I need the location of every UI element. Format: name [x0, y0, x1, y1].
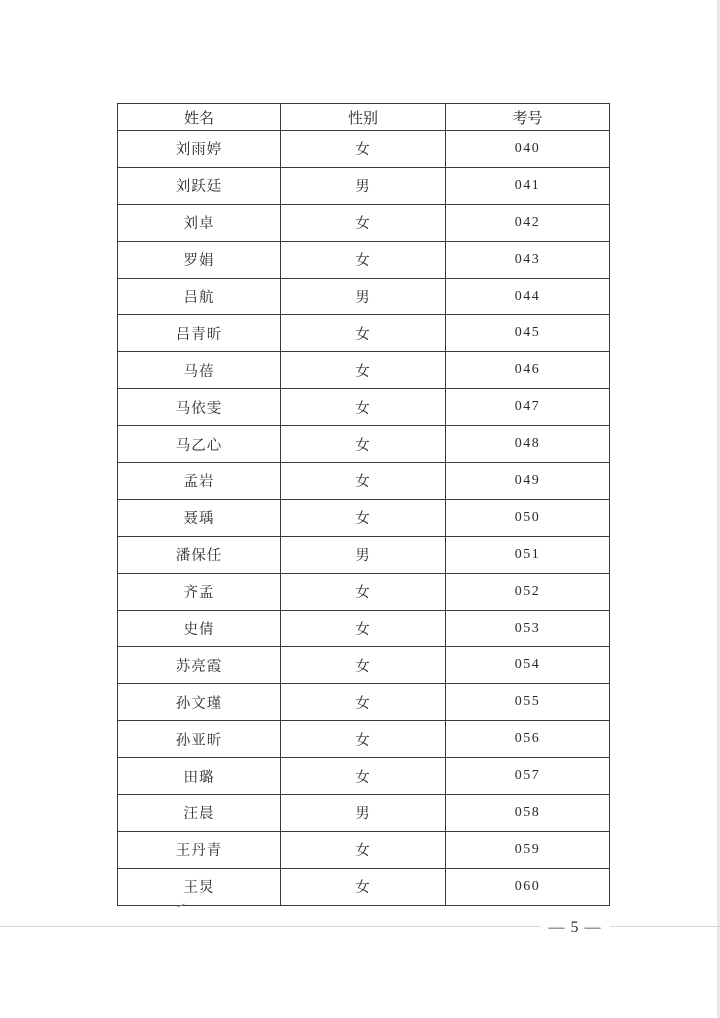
exam-number-cell: 044 — [446, 278, 610, 315]
gender-cell: 女 — [281, 499, 446, 536]
gender-cell: 男 — [281, 167, 446, 204]
exam-number-cell: 050 — [446, 499, 610, 536]
name-cell: 孟岩 — [118, 463, 281, 500]
gender-cell: 男 — [281, 278, 446, 315]
table-row — [118, 241, 610, 278]
exam-number-cell: 040 — [446, 131, 610, 168]
gender-cell: 女 — [281, 721, 446, 758]
exam-number-cell: 049 — [446, 463, 610, 500]
gender-cell: 男 — [281, 795, 446, 832]
name-cell: 刘跃廷 — [118, 167, 281, 204]
name-cell: 聂瑀 — [118, 499, 281, 536]
exam-number-cell: 055 — [446, 684, 610, 721]
table-row — [118, 167, 610, 204]
table-row — [118, 831, 610, 868]
name-cell: 孙文瑾 — [118, 684, 281, 721]
exam-number-cell: 052 — [446, 573, 610, 610]
gender-cell: 女 — [281, 647, 446, 684]
exam-number-cell: 057 — [446, 758, 610, 795]
name-cell: 齐孟 — [118, 573, 281, 610]
gender-cell: 女 — [281, 831, 446, 868]
exam-number-cell: 056 — [446, 721, 610, 758]
name-cell: 苏亮霞 — [118, 647, 281, 684]
name-cell: 刘卓 — [118, 204, 281, 241]
exam-number-cell: 042 — [446, 204, 610, 241]
name-cell: 史倩 — [118, 610, 281, 647]
table-row — [118, 278, 610, 315]
gender-cell: 女 — [281, 315, 446, 352]
table-row — [118, 647, 610, 684]
table-row — [118, 795, 610, 832]
exam-number-cell: 043 — [446, 241, 610, 278]
table-row — [118, 352, 610, 389]
table-row — [118, 758, 610, 795]
table-header-row — [118, 104, 610, 131]
name-cell: 马蓓 — [118, 352, 281, 389]
gender-cell: 女 — [281, 352, 446, 389]
name-cell: 刘雨婷 — [118, 131, 281, 168]
table-row — [118, 610, 610, 647]
table-row — [118, 389, 610, 426]
gender-cell: 男 — [281, 536, 446, 573]
gender-cell: 女 — [281, 758, 446, 795]
gender-cell: 女 — [281, 684, 446, 721]
table-row — [118, 573, 610, 610]
gender-cell: 女 — [281, 426, 446, 463]
gender-cell: 女 — [281, 241, 446, 278]
exam-number-cell: 048 — [446, 426, 610, 463]
table-row — [118, 204, 610, 241]
roster-table — [117, 103, 610, 906]
footer-rule — [0, 926, 720, 927]
exam-number-cell: 059 — [446, 831, 610, 868]
name-cell: 吕青昕 — [118, 315, 281, 352]
gender-cell: 女 — [281, 573, 446, 610]
exam-number-cell: 053 — [446, 610, 610, 647]
name-cell: 田璐 — [118, 758, 281, 795]
table-row — [118, 536, 610, 573]
table-row — [118, 315, 610, 352]
exam-number-cell: 046 — [446, 352, 610, 389]
table-row — [118, 426, 610, 463]
gender-cell: 女 — [281, 389, 446, 426]
gender-cell: 女 — [281, 204, 446, 241]
name-cell: 潘保任 — [118, 536, 281, 573]
header-exam-number: 考号 — [446, 104, 610, 131]
name-cell: 孙亚昕 — [118, 721, 281, 758]
exam-number-cell: 060 — [446, 868, 610, 905]
roster-table-container — [117, 103, 609, 906]
exam-number-cell: 047 — [446, 389, 610, 426]
name-cell: 马乙心 — [118, 426, 281, 463]
gender-cell: 女 — [281, 868, 446, 905]
name-cell: 马依雯 — [118, 389, 281, 426]
gender-cell: 女 — [281, 131, 446, 168]
exam-number-cell: 054 — [446, 647, 610, 684]
name-cell: 王丹青 — [118, 831, 281, 868]
table-row — [118, 131, 610, 168]
page-number: — 5 — — [540, 919, 610, 937]
table-row — [118, 499, 610, 536]
table-row — [118, 463, 610, 500]
name-cell: 汪晨 — [118, 795, 281, 832]
gender-cell: 女 — [281, 610, 446, 647]
table-row — [118, 868, 610, 905]
exam-number-cell: 058 — [446, 795, 610, 832]
table-row — [118, 684, 610, 721]
table-row — [118, 721, 610, 758]
name-cell: 吕航 — [118, 278, 281, 315]
name-cell: 王炅 — [118, 868, 281, 905]
gender-cell: 女 — [281, 463, 446, 500]
exam-number-cell: 051 — [446, 536, 610, 573]
name-cell: 罗娟 — [118, 241, 281, 278]
table-body — [118, 131, 610, 906]
header-gender: 性别 — [281, 104, 446, 131]
exam-number-cell: 045 — [446, 315, 610, 352]
header-name: 姓名 — [118, 104, 281, 131]
exam-number-cell: 041 — [446, 167, 610, 204]
